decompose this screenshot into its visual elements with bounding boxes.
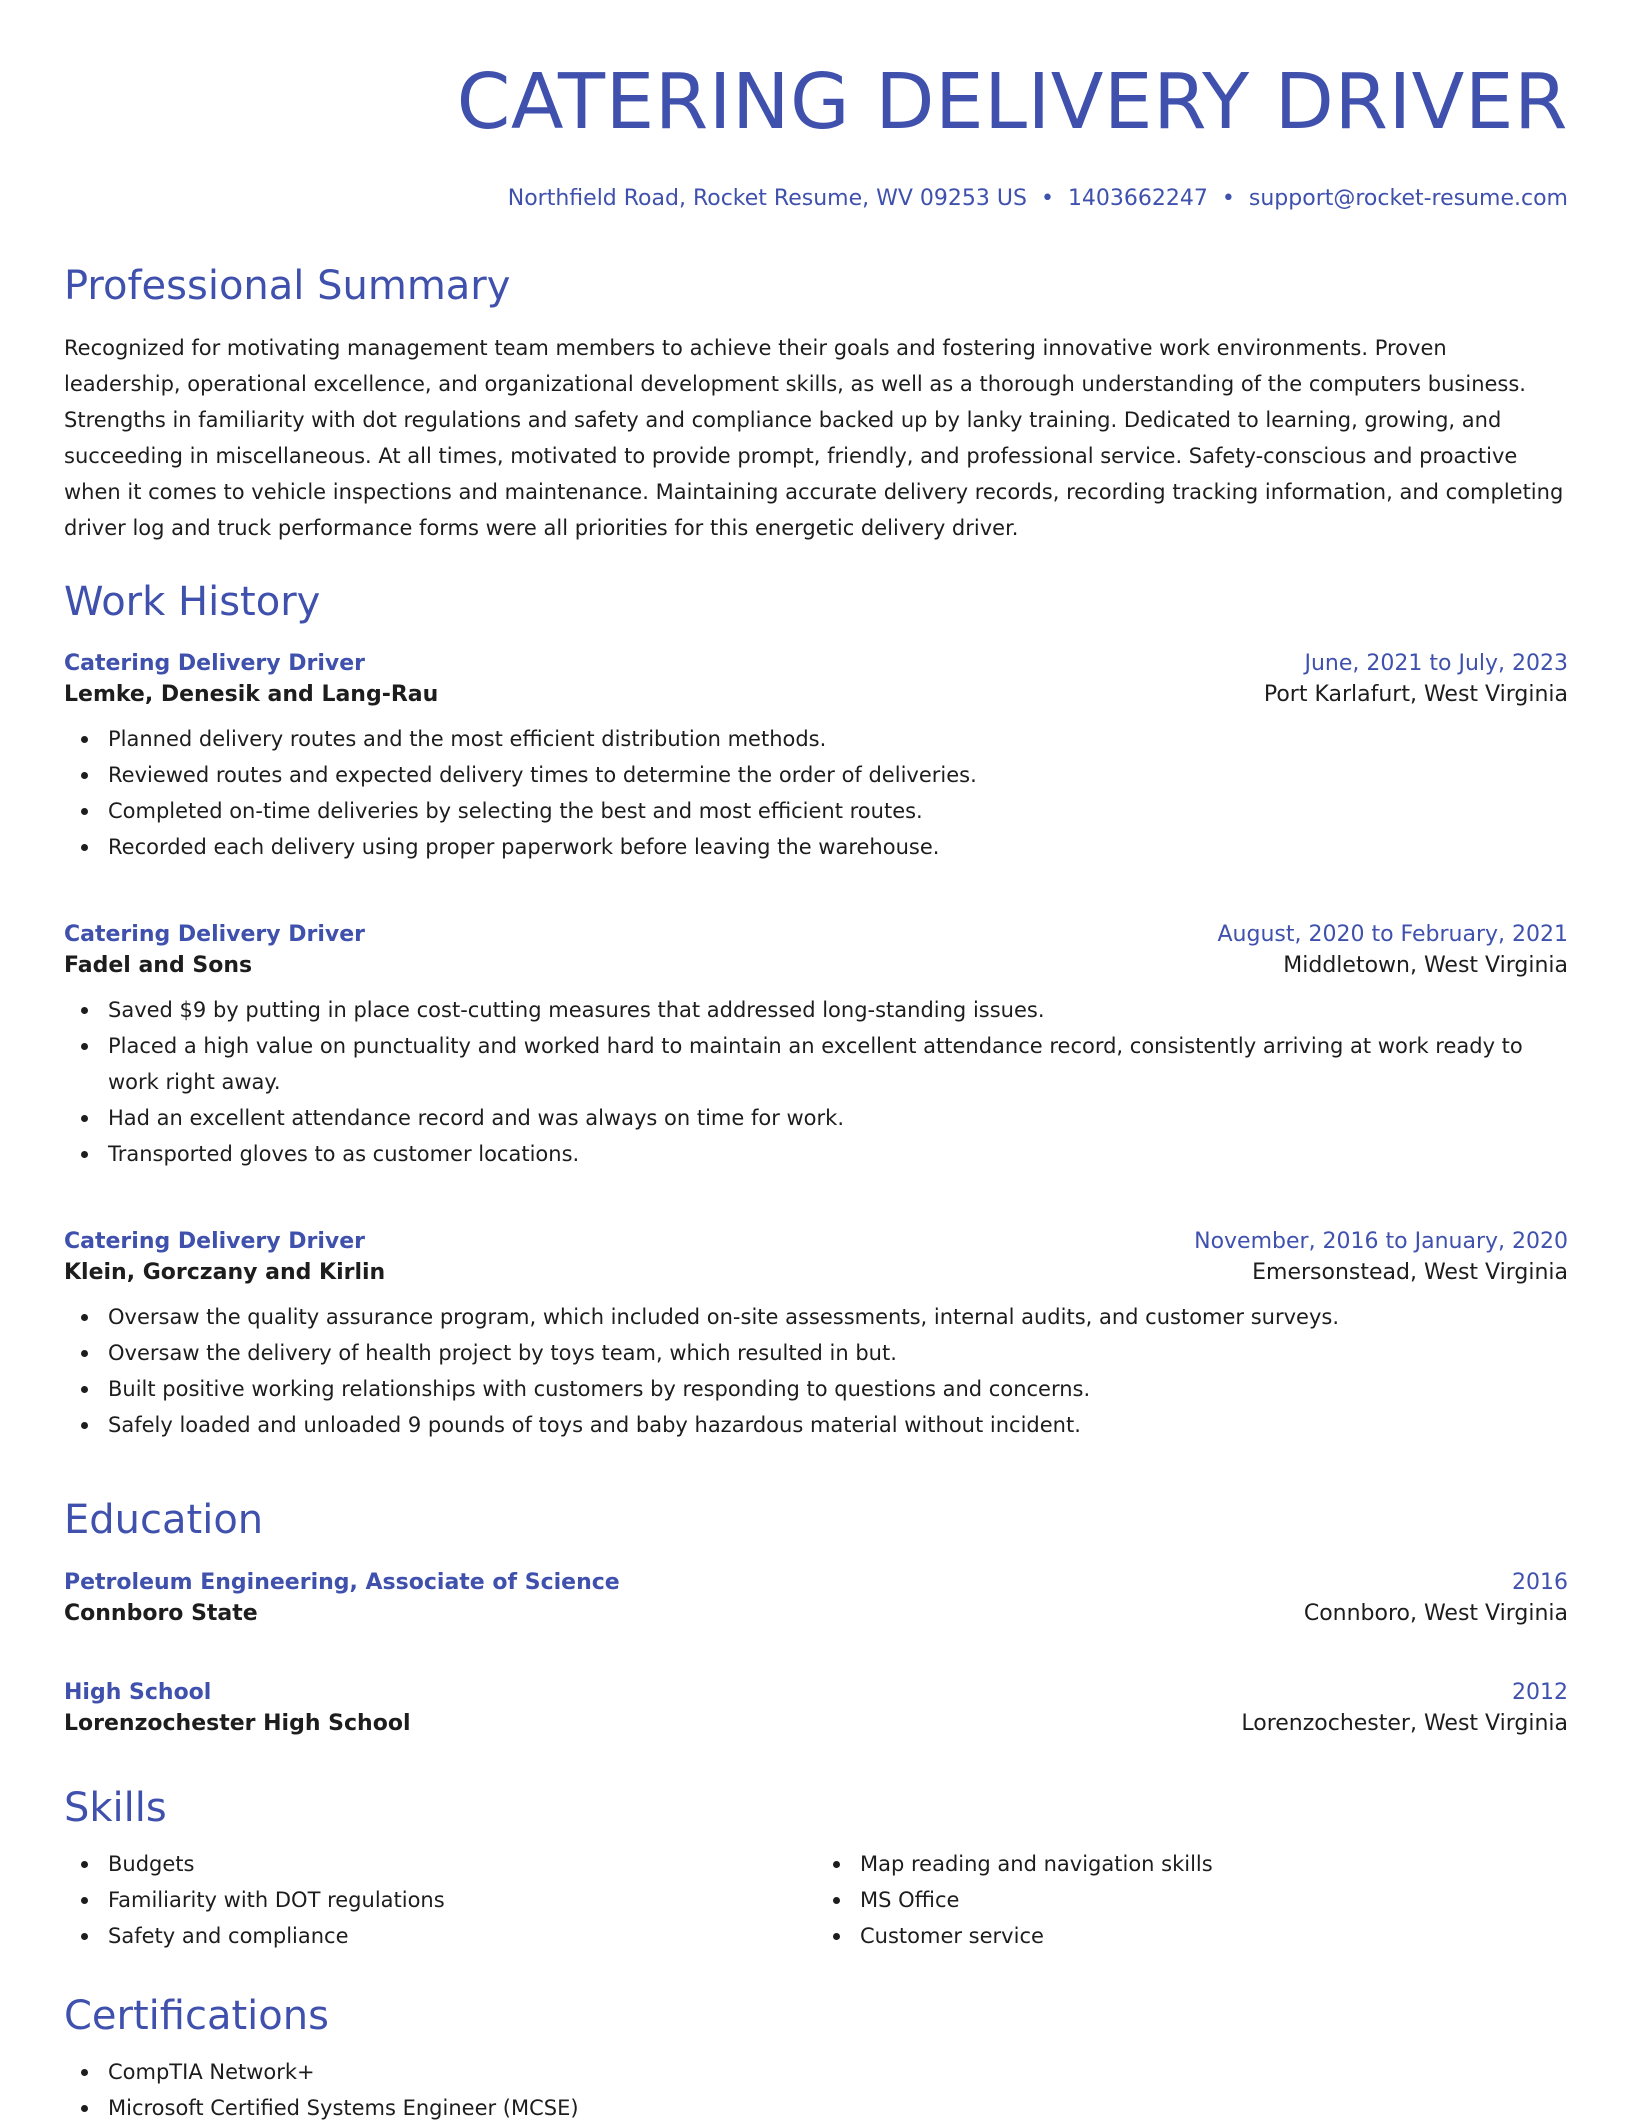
job-location: Emersonstead, West Virginia — [1252, 1260, 1568, 1285]
summary-text: Recognized for motivating management team members to achieve their goals and fostering innovative work environments. Proven leadership, operational excellence, and organizational development skills, as well as a thorough understanding of the computers business. Strengths in familiarity with dot regulations and safety and compliance backed up by lanky training. Dedicated to learning, growing, and succeeding in miscellaneous. At all times, motivated to provide prompt, friendly, and professional service. Safety-conscious and proactive when it comes to vehicle inspections and maintenance. Maintaining accurate delivery records, recording tracking information, and completing driver log and truck performance forms were all priorities for this energetic delivery driver. — [64, 336, 1564, 540]
list-item: Customer service — [860, 1918, 1568, 1954]
list-item: Saved $9 by putting in place cost-cutting measures that addressed long-standing issues. — [108, 992, 1568, 1028]
section-title-work-history: Work History — [64, 579, 321, 625]
job-employer-row — [64, 953, 1568, 978]
job-title: Catering Delivery Driver — [64, 651, 366, 676]
job-location: Port Karlafurt, West Virginia — [1263, 682, 1568, 707]
school-location: Connboro, West Virginia — [1303, 1601, 1568, 1626]
list-item: MS Office — [860, 1882, 1568, 1918]
job-employer-row — [64, 1260, 1568, 1285]
job-bullets — [64, 721, 1568, 865]
separator-dot: • — [1221, 186, 1235, 211]
school-name: Lorenzochester High School — [64, 1711, 411, 1736]
list-item: Recorded each delivery using proper paperwork before leaving the warehouse. — [108, 829, 1568, 865]
graduation-year: 2016 — [1512, 1570, 1568, 1595]
job-location: Middletown, West Virginia — [1283, 953, 1568, 978]
degree-title: High School — [64, 1680, 212, 1705]
job-entry — [64, 651, 1568, 865]
certifications-list — [64, 2054, 1568, 2126]
job-dates: June, 2021 to July, 2023 — [1304, 651, 1568, 676]
skills-section — [64, 1784, 1568, 1954]
list-item: CompTIA Network+ — [108, 2054, 1568, 2090]
education-section — [64, 1496, 1568, 1544]
list-item: Map reading and navigation skills — [860, 1846, 1568, 1882]
list-item: Familiarity with DOT regulations — [108, 1882, 816, 1918]
list-item: Planned delivery routes and the most efficient distribution methods. — [108, 721, 1568, 757]
candidate-name: CATERING DELIVERY DRIVER — [456, 58, 1568, 147]
list-item: Completed on-time deliveries by selecting the best and most efficient routes. — [108, 793, 1568, 829]
job-entry — [64, 922, 1568, 1172]
job-employer-row — [64, 682, 1568, 707]
education-entry — [64, 1570, 1568, 1626]
job-header-row — [64, 922, 1568, 947]
section-title-summary: Professional Summary — [64, 263, 511, 309]
work-history-section — [64, 578, 1568, 626]
summary-section — [64, 262, 1568, 546]
employer-name: Fadel and Sons — [64, 953, 253, 978]
education-school-row — [64, 1711, 1568, 1736]
employer-name: Lemke, Denesik and Lang-Rau — [64, 682, 439, 707]
job-header-row — [64, 1229, 1568, 1254]
list-item: Budgets — [108, 1846, 816, 1882]
skills-list-left — [64, 1846, 816, 1954]
section-title-certifications: Certifications — [64, 1993, 329, 2039]
list-item: Safely loaded and unloaded 9 pounds of toys and baby hazardous material without incident. — [108, 1407, 1568, 1443]
job-bullets — [64, 1299, 1568, 1443]
section-title-skills: Skills — [64, 1785, 167, 1831]
list-item: Transported gloves to as customer locations. — [108, 1136, 1568, 1172]
skills-grid — [64, 1846, 1568, 1954]
list-item: Placed a high value on punctuality and worked hard to maintain an excellent attendance record, consistently arriving at work ready to work right away. — [108, 1028, 1568, 1100]
list-item: Oversaw the delivery of health project by toys team, which resulted in but. — [108, 1335, 1568, 1371]
employer-name: Klein, Gorczany and Kirlin — [64, 1260, 386, 1285]
school-name: Connboro State — [64, 1601, 258, 1626]
contact-line — [64, 186, 1568, 211]
list-item: Reviewed routes and expected delivery times to determine the order of deliveries. — [108, 757, 1568, 793]
job-header-row — [64, 651, 1568, 676]
job-entry — [64, 1229, 1568, 1443]
school-location: Lorenzochester, West Virginia — [1241, 1711, 1568, 1736]
skills-list-right — [816, 1846, 1568, 1954]
list-item: Had an excellent attendance record and was always on time for work. — [108, 1100, 1568, 1136]
separator-dot: • — [1040, 186, 1054, 211]
address-text: Northfield Road, Rocket Resume, WV 09253 US — [507, 186, 1027, 211]
certifications-section — [64, 1992, 1568, 2126]
job-dates: November, 2016 to January, 2020 — [1194, 1229, 1568, 1254]
graduation-year: 2012 — [1512, 1680, 1568, 1705]
email-link[interactable]: support@rocket-resume.com — [1248, 186, 1568, 211]
job-dates: August, 2020 to February, 2021 — [1217, 922, 1568, 947]
education-entry — [64, 1680, 1568, 1736]
list-item: Microsoft Certified Systems Engineer (MCSE) — [108, 2090, 1568, 2126]
job-title: Catering Delivery Driver — [64, 922, 366, 947]
job-title: Catering Delivery Driver — [64, 1229, 366, 1254]
list-item: Safety and compliance — [108, 1918, 816, 1954]
section-title-education: Education — [64, 1497, 264, 1543]
education-header-row — [64, 1570, 1568, 1595]
phone-text: 1403662247 — [1067, 186, 1208, 211]
education-school-row — [64, 1601, 1568, 1626]
education-header-row — [64, 1680, 1568, 1705]
list-item: Built positive working relationships with customers by responding to questions and concerns. — [108, 1371, 1568, 1407]
list-item: Oversaw the quality assurance program, which included on-site assessments, internal audits, and customer surveys. — [108, 1299, 1568, 1335]
degree-title: Petroleum Engineering, Associate of Science — [64, 1570, 620, 1595]
job-bullets — [64, 992, 1568, 1172]
